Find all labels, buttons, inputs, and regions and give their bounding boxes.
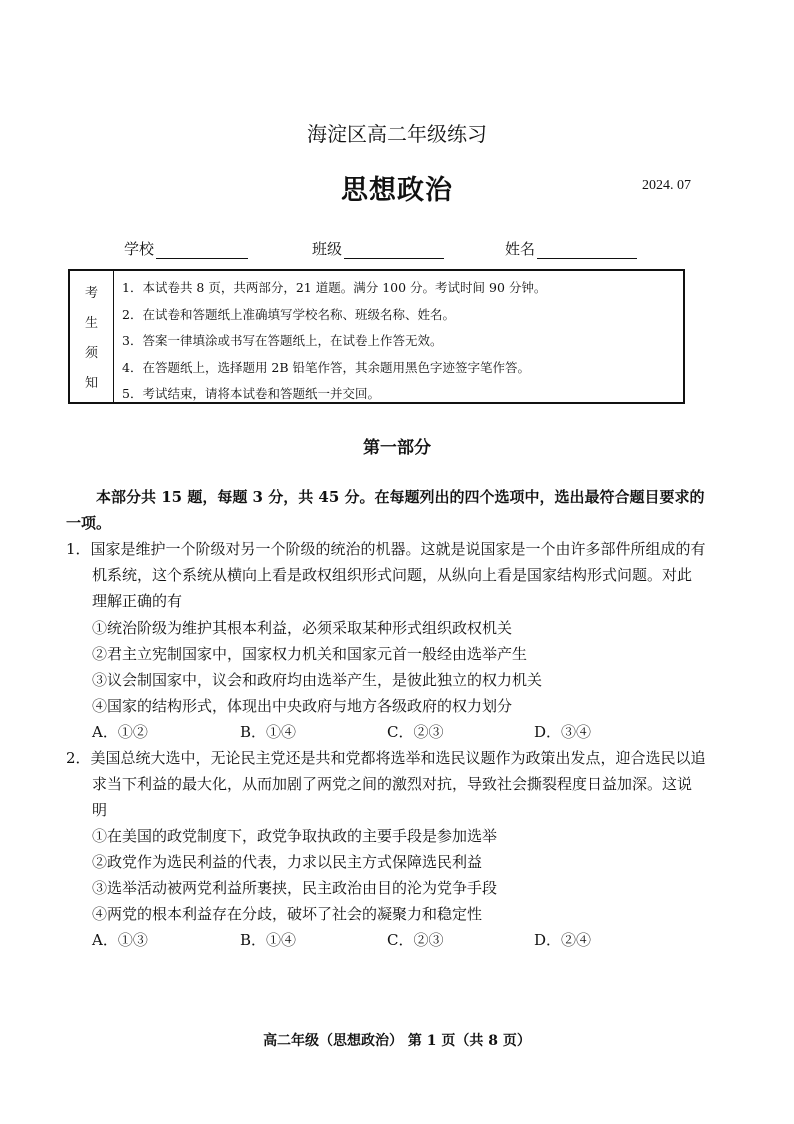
notice-label-char: 生 <box>84 316 98 332</box>
question-option: ③选举活动被两党利益所裹挟，民主政治由目的沦为党争手段 <box>92 879 498 897</box>
question-option: ①在美国的政党制度下，政党争取执政的主要手段是参加选举 <box>92 827 498 845</box>
class-label: 班级 <box>312 240 343 258</box>
notice-item: 3．答案一律填涂或书写在答题纸上，在试卷上作答无效。 <box>122 333 443 348</box>
notice-item: 1．本试卷共 8 页，共两部分，21 道题。满分 100 分。考试时间 90 分钟。 <box>122 280 547 295</box>
class-field <box>312 238 444 259</box>
name-blank <box>537 242 637 259</box>
notice-label-char: 须 <box>84 345 98 361</box>
notice-item: 5．考试结束，请将本试卷和答题纸一并交回。 <box>122 386 380 401</box>
name-field <box>505 238 637 259</box>
notice-item: 2．在试卷和答题纸上准确填写学校名称、班级名称、姓名。 <box>122 306 455 322</box>
question-option: ④国家的结构形式，体现出中央政府与地方各级政府的权力划分 <box>92 697 513 715</box>
answer-choice-b: B．①④ <box>240 931 297 949</box>
notice-label-char: 知 <box>84 375 98 391</box>
answer-choice-c: C．②③ <box>387 723 444 741</box>
subject-title: 思想政治 <box>341 175 453 206</box>
answer-choice-b: B．①④ <box>240 723 297 741</box>
notice-label-char: 考 <box>84 286 98 302</box>
notice-label <box>70 271 114 402</box>
answer-choice-d: D．③④ <box>534 723 592 741</box>
page-footer: 高二年级（思想政治） 第 1 页（共 8 页） <box>263 1033 531 1049</box>
school-blank <box>156 242 248 259</box>
notice-item: 4．在答题纸上，选择题用 2B 铅笔作答，其余题用黑色字迹签字笔作答。 <box>122 359 531 375</box>
exam-notice-box <box>68 269 685 404</box>
question-option: ③议会制国家中，议会和政府均由选举产生，是彼此独立的权力机关 <box>92 671 543 689</box>
question-stem: 1．国家是维护一个阶级对另一个阶级的统治的机器。这就是说国家是一个由许多部件所组成的有机系统，这个系统从横向上看是政权组织形式问题，从纵向上看是国家结构形式问题。对此理解正确的有 <box>66 540 706 610</box>
question-option: ①统治阶级为维护其根本利益，必须采取某种形式组织政权机关 <box>92 619 513 637</box>
answer-choice-c: C．②③ <box>387 931 444 949</box>
class-blank <box>344 242 444 259</box>
part-title: 第一部分 <box>363 438 431 458</box>
name-label: 姓名 <box>505 240 536 258</box>
notice-list <box>114 271 683 402</box>
answer-choice-a: A．①② <box>92 723 148 741</box>
exam-header-title: 海淀区高二年级练习 <box>307 122 487 146</box>
question-option: ②君主立宪制国家中，国家权力机关和国家元首一般经由选举产生 <box>92 645 528 663</box>
school-field <box>124 238 248 259</box>
school-label: 学校 <box>124 240 155 258</box>
question-option: ④两党的根本利益存在分歧，破坏了社会的凝聚力和稳定性 <box>92 905 483 923</box>
question-option: ②政党作为选民利益的代表，力求以民主方式保障选民利益 <box>92 853 483 871</box>
answer-choice-d: D．②④ <box>534 931 592 949</box>
question-stem: 2．美国总统大选中，无论民主党还是共和党都将选举和选民议题作为政策出发点，迎合选民以追求当下利益的最大化，从而加剧了两党之间的激烈对抗，导致社会撕裂程度日益加深。这说明 <box>66 749 706 819</box>
exam-date: 2024. 07 <box>642 178 691 193</box>
part-intro: 本部分共 15 题，每题 3 分，共 45 分。在每题列出的四个选项中，选出最符合题目要求的一项。 <box>66 488 705 532</box>
answer-choice-a: A．①③ <box>92 931 148 949</box>
